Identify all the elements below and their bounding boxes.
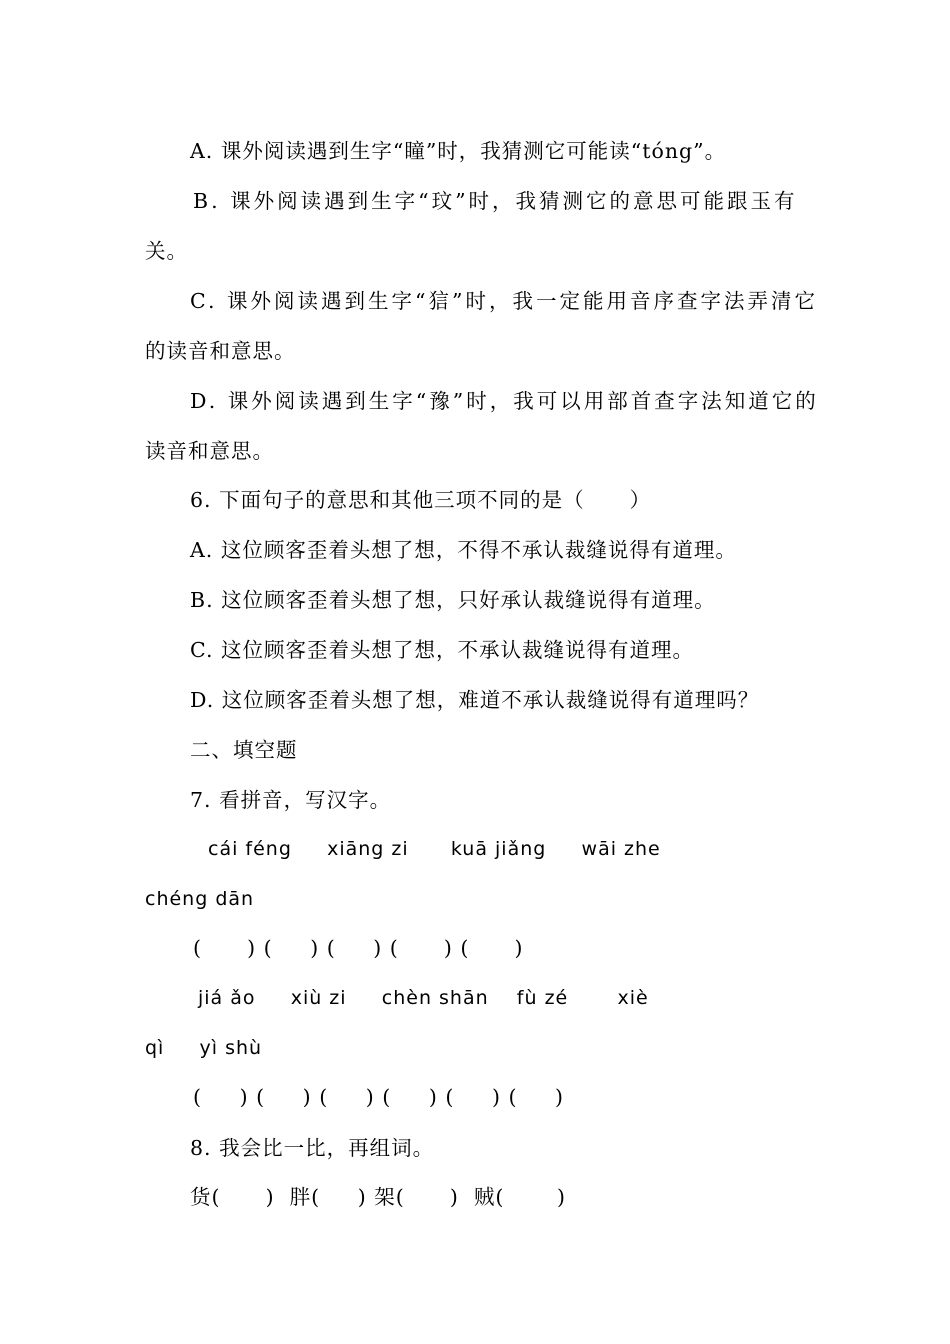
q6-option-a: A. 这位顾客歪着头想了想，不得不承认裁缝说得有道理。 (190, 538, 737, 562)
q5-option-b-line2: 关。 (145, 239, 188, 263)
q7-row1-pinyin: cái féng xiāng zi kuā jiǎng wāi zhe (208, 838, 661, 860)
q5-option-d-line1: D. 课外阅读遇到生字“豫”时，我可以用部首查字法知道它的 (190, 389, 819, 413)
q8-items: 货( ) 胖( ) 架( ) 贼( ) (190, 1185, 566, 1209)
q7-row2-blanks: ( ) ( ) ( ) ( ) ( ) ( ) (193, 1085, 565, 1109)
q5-option-c-line2: 的读音和意思。 (145, 339, 296, 363)
q5-option-a: A. 课外阅读遇到生字“瞳”时，我猜测它可能读“tóng”。 (190, 139, 727, 163)
q8-stem: 8. 我会比一比，再组词。 (190, 1136, 435, 1160)
q6-option-c: C. 这位顾客歪着头想了想，不承认裁缝说得有道理。 (190, 638, 694, 662)
q6-option-b: B. 这位顾客歪着头想了想，只好承认裁缝说得有道理。 (190, 588, 716, 612)
q5-option-c-line1: C. 课外阅读遇到生字“狺”时，我一定能用音序查字法弄清它 (190, 289, 818, 313)
q7-row1-blanks: ( ) ( ) ( ) ( ) ( ) (193, 936, 524, 960)
q5-option-d-line2: 读音和意思。 (145, 439, 274, 463)
q7-row2-pinyin-wrap: qì yì shù (145, 1037, 263, 1059)
q7-row2-pinyin: jiá ǎo xiù zi chèn shān fù zé xiè (198, 987, 649, 1009)
q7-stem: 7. 看拼音，写汉字。 (190, 788, 392, 812)
q6-stem: 6. 下面句子的意思和其他三项不同的是（ ） (190, 488, 652, 512)
q7-row1-pinyin-wrap: chéng dān (145, 888, 255, 910)
section-title: 二、填空题 (190, 738, 298, 762)
q5-option-b-line1: B. 课外阅读遇到生字“玟”时，我猜测它的意思可能跟玉有 (193, 189, 798, 213)
q6-option-d: D. 这位顾客歪着头想了想，难道不承认裁缝说得有道理吗？ (190, 688, 760, 712)
